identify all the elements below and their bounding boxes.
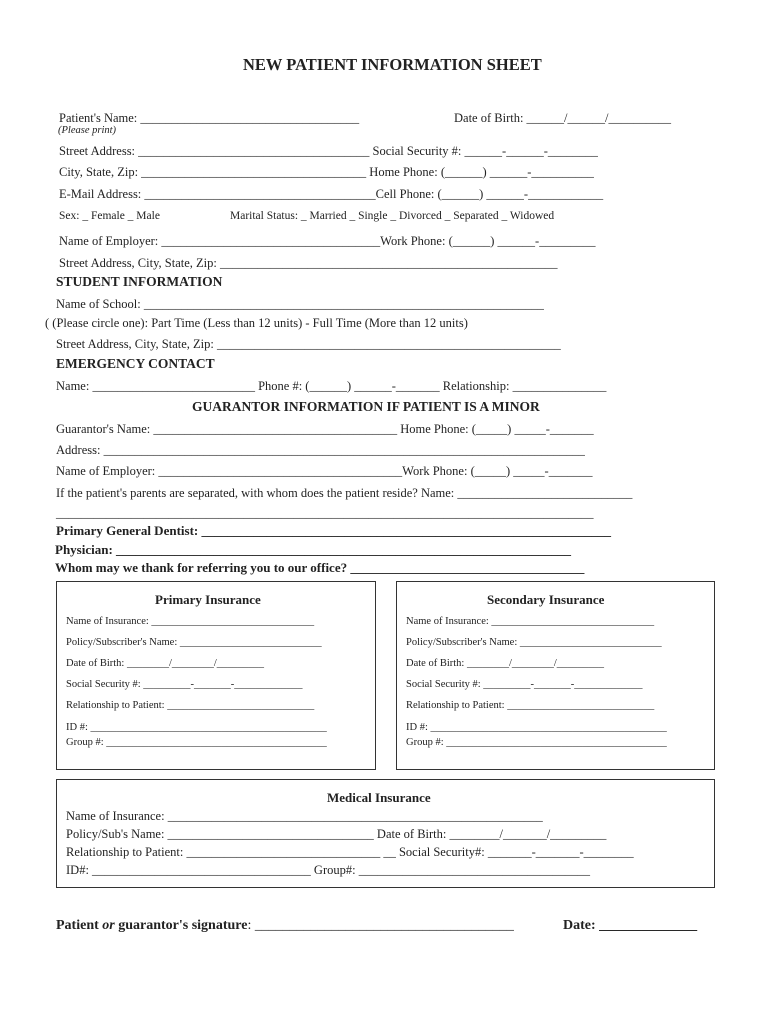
enrollment-status-line[interactable]: ( (Please circle one): Part Time (Less than 12 units) - Full Time (More than 12 units) xyxy=(45,316,468,330)
secondary-dob-field[interactable]: Date of Birth: ________/________/_________ xyxy=(406,658,605,669)
employer-workphone-row[interactable]: Name of Employer: ___________________________________Work Phone: (______) ______-_________ xyxy=(59,234,596,248)
email-cellphone-row[interactable]: E-Mail Address: _____________________________________Cell Phone: (______) ______-____________ xyxy=(59,187,604,201)
primary-insurance-name-field[interactable]: Name of Insurance: _______________________________ xyxy=(66,616,315,627)
signature-label-or: or xyxy=(102,918,115,933)
primary-dentist-field[interactable]: Primary General Dentist: _______________________________________________________________ xyxy=(56,523,611,538)
secondary-group-field[interactable]: Group #: __________________________________________ xyxy=(406,737,667,748)
secondary-id-field[interactable]: ID #: _____________________________________________ xyxy=(406,722,667,733)
primary-group-field[interactable]: Group #: __________________________________________ xyxy=(66,737,327,748)
signature-label-post: guarantor's signature xyxy=(114,918,248,933)
page-title: NEW PATIENT INFORMATION SHEET xyxy=(243,55,542,74)
signature-line[interactable]: : _____________________________________ xyxy=(247,918,514,933)
primary-id-field[interactable]: ID #: _____________________________________________ xyxy=(66,722,327,733)
sex-options[interactable]: Sex: _ Female _ Male xyxy=(59,210,160,222)
primary-insurance-heading: Primary Insurance xyxy=(155,592,261,607)
medical-insurance-heading: Medical Insurance xyxy=(327,790,431,805)
guarantor-address-field[interactable]: Address: _____________________________________________________________________________ xyxy=(56,443,585,457)
signature-date-field[interactable]: Date: ______________ xyxy=(563,918,698,933)
separated-parents-field[interactable]: If the patient's parents are separated, with whom does the patient reside? Name: ____________________________ xyxy=(56,486,633,500)
school-address-field[interactable]: Street Address, City, State, Zip: _______________________________________________________ xyxy=(56,337,561,351)
street-ssn-row[interactable]: Street Address: _____________________________________ Social Security #: ______-______-________ xyxy=(59,144,598,158)
separated-parents-blank-line[interactable]: ______________________________________________________________________________________ xyxy=(56,506,594,520)
secondary-ssn-field[interactable]: Social Security #: _________-_______-_____________ xyxy=(406,679,643,690)
employer-address-row[interactable]: Street Address, City, State, Zip: ______________________________________________________ xyxy=(59,256,558,270)
secondary-insurance-name-field[interactable]: Name of Insurance: _______________________________ xyxy=(406,616,655,627)
patient-name-field[interactable]: Patient's Name: ___________________________________ xyxy=(59,111,360,125)
school-name-field[interactable]: Name of School: ________________________________________________________________ xyxy=(56,297,544,311)
secondary-relationship-field[interactable]: Relationship to Patient: ____________________________ xyxy=(406,700,655,711)
emergency-contact-heading: EMERGENCY CONTACT xyxy=(56,356,215,371)
guarantor-name-row[interactable]: Guarantor's Name: _______________________________________ Home Phone: (_____) _____-_______ xyxy=(56,422,594,436)
medical-policy-dob-row[interactable]: Policy/Sub's Name: _________________________________ Date of Birth: ________/_______/_________ xyxy=(66,827,607,841)
guarantor-heading: GUARANTOR INFORMATION IF PATIENT IS A MINOR xyxy=(192,399,540,414)
primary-insurance-box xyxy=(56,581,376,770)
primary-ssn-field[interactable]: Social Security #: _________-_______-_____________ xyxy=(66,679,303,690)
primary-relationship-field[interactable]: Relationship to Patient: ____________________________ xyxy=(66,700,315,711)
signature-label-pre: Patient xyxy=(56,918,103,933)
physician-field[interactable]: Physician: ______________________________________________________________________ xyxy=(55,542,572,557)
emergency-contact-row[interactable]: Name: __________________________ Phone #: (______) ______-_______ Relationship: _______________ xyxy=(56,379,607,393)
secondary-insurance-heading: Secondary Insurance xyxy=(487,592,605,607)
primary-policy-holder-field[interactable]: Policy/Subscriber's Name: ___________________________ xyxy=(66,637,322,648)
guarantor-employer-row[interactable]: Name of Employer: _______________________________________Work Phone: (_____) _____-_______ xyxy=(56,464,593,478)
signature-field[interactable] xyxy=(56,918,514,934)
referral-source-field[interactable]: Whom may we thank for referring you to our office? ____________________________________ xyxy=(55,560,585,575)
medical-insurance-name-field[interactable]: Name of Insurance: ____________________________________________________________ xyxy=(66,809,543,823)
city-homephone-row[interactable]: City, State, Zip: ____________________________________ Home Phone: (______) ______-__________ xyxy=(59,165,594,179)
student-info-heading: STUDENT INFORMATION xyxy=(56,274,223,289)
please-print-note: (Please print) xyxy=(58,125,117,136)
secondary-policy-holder-field[interactable]: Policy/Subscriber's Name: ___________________________ xyxy=(406,637,662,648)
primary-dob-field[interactable]: Date of Birth: ________/________/_________ xyxy=(66,658,265,669)
medical-relationship-ssn-row[interactable]: Relationship to Patient: _______________________________ __ Social Security#: _______-_______-________ xyxy=(66,845,634,859)
patient-dob-field[interactable]: Date of Birth: ______/______/__________ xyxy=(454,111,671,125)
medical-id-group-row[interactable]: ID#: ___________________________________ Group#: _____________________________________ xyxy=(66,863,590,877)
marital-status-options[interactable]: Marital Status: _ Married _ Single _ Divorced _ Separated _ Widowed xyxy=(230,210,555,222)
medical-insurance-box xyxy=(56,779,715,888)
secondary-insurance-box xyxy=(396,581,715,770)
